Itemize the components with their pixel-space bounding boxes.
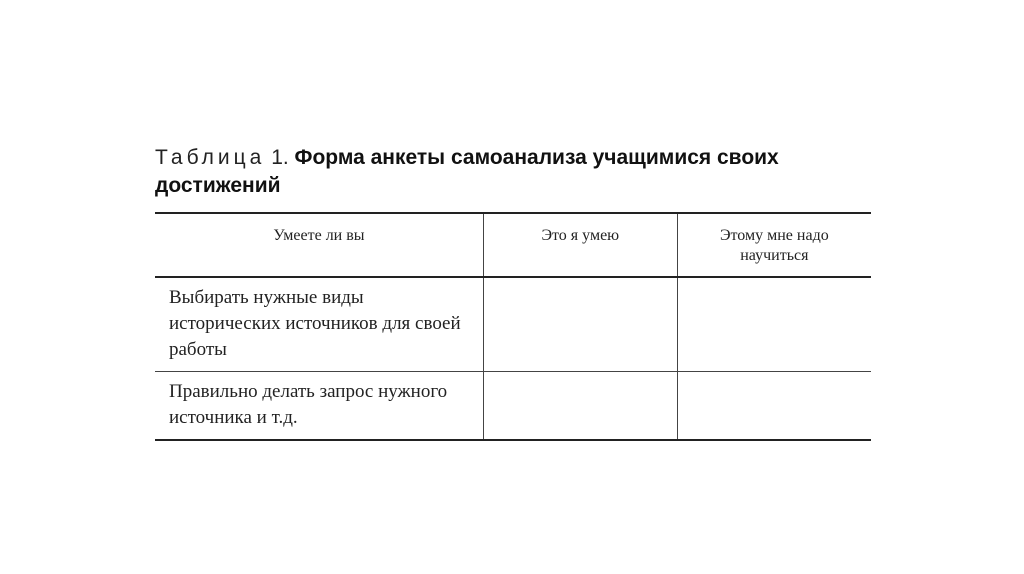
can-do-cell xyxy=(483,372,677,441)
need-to-learn-cell xyxy=(677,277,871,372)
table-caption xyxy=(155,144,875,200)
table-row xyxy=(155,372,871,441)
need-to-learn-cell xyxy=(677,372,871,441)
can-do-cell xyxy=(483,277,677,372)
caption-number: 1. xyxy=(271,146,289,169)
caption-title: Форма анкеты самоанализа учащимися своих достижений xyxy=(155,146,779,197)
self-analysis-table xyxy=(155,212,871,441)
table-header-row xyxy=(155,213,871,277)
skill-cell: Правильно делать запрос нужного источника и т.д. xyxy=(169,381,448,428)
table-row xyxy=(155,277,871,372)
skill-cell: Выбирать нужные виды исторических источников для своей работы xyxy=(169,287,461,360)
header-need-to-learn: Этому мне надо научиться xyxy=(677,213,871,277)
header-skill: Умеете ли вы xyxy=(273,227,365,244)
caption-label: Таблица xyxy=(155,146,266,169)
header-can-do: Это я умею xyxy=(483,213,677,277)
